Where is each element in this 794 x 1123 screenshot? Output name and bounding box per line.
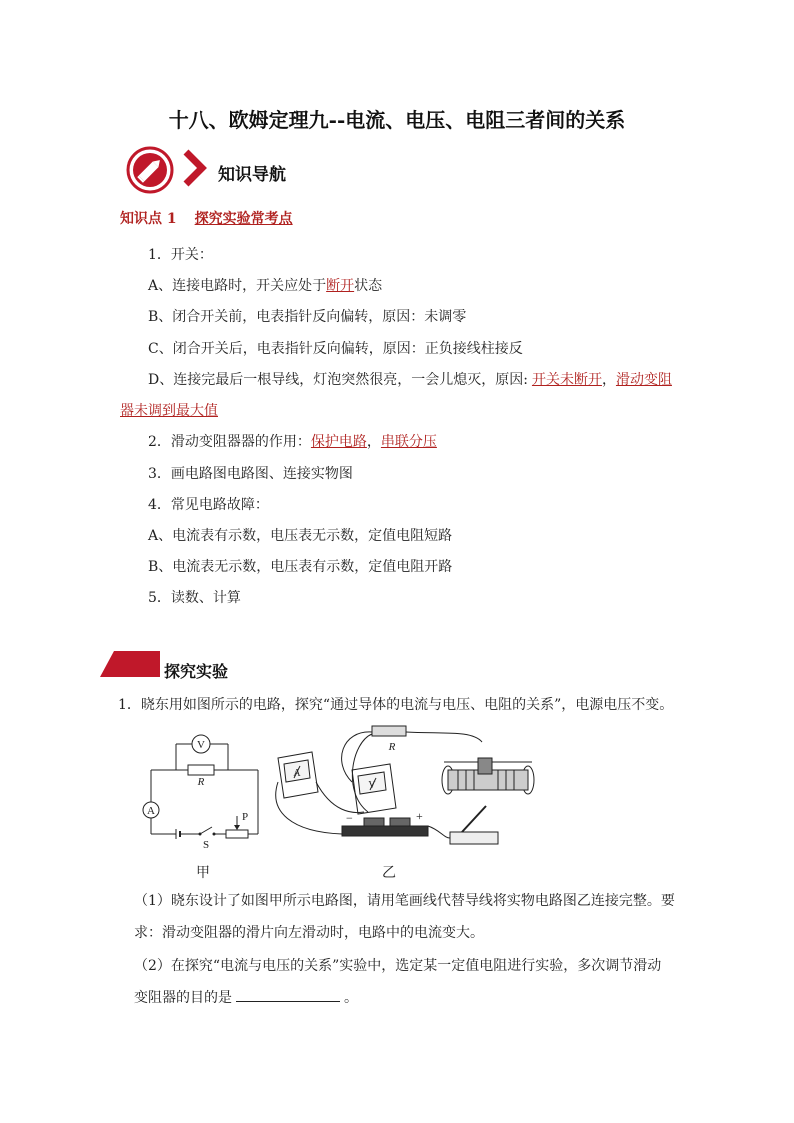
item-1d-text: D、连接完最后一根导线，灯泡突然很亮，一会儿熄灭，原因: [148,372,528,388]
answer-text: 串联分压 [380,434,437,450]
resistor-label: R [197,776,205,788]
section-heading-nav: 知识导航 [218,165,286,185]
answer-text: 断开 [326,278,355,294]
item-5: 5．读数、计算 [148,590,241,606]
answer-text: 滑动变阻 [615,372,672,388]
voltmeter-label: V [368,780,376,791]
item-4a: A、电流表有示数，电压表无示数，定值电阻短路 [148,528,453,544]
subquestion-2: （2）在探究“电流与电压的关系”实验中，选定某一定值电阻进行实验，多次调节滑动 [134,958,662,974]
circuit-diagram [136,728,266,848]
battery-minus-label: − [346,811,353,825]
slider-label: P [242,811,249,823]
item-2 [148,431,437,451]
subquestion-2-text: 变阻器的目的是 [134,990,232,1006]
voltmeter-label: V [197,739,205,751]
separator: ， [601,372,616,388]
knowledge-point-heading [120,208,293,228]
item-1d [148,369,672,389]
item-4b: B、电流表无示数，电压表有示数，定值电阻开路 [148,559,453,575]
answer-text: 器未调到最大值 [120,403,218,419]
item-1c: C、闭合开关后，电表指针反向偏转，原因：正负接线柱接反 [148,341,523,357]
subquestion-1: （1）晓东设计了如图甲所示电路图，请用笔画线代替导线将实物电路图乙连接完整。要 [134,893,675,909]
sentence-end: 。 [344,990,358,1006]
item-1d-cont [120,400,218,420]
rheostat-picture [438,752,538,802]
page-title: 十八、欧姆定理九--电流、电压、电阻三者间的关系 [168,108,626,132]
subquestion-1-cont: 求：滑动变阻器的滑片向左滑动时，电路中的电流变大。 [134,925,484,941]
answer-text: 开关未断开 [531,372,602,388]
figure-b-caption: 乙 [382,865,396,881]
item-4: 4．常见电路故障： [148,497,269,513]
section-heading-experiment: 探究实验 [164,662,229,681]
resistor-label: R [388,741,396,753]
item-1a [148,275,382,295]
answer-text: 保护电路 [310,434,367,450]
section-banner-icon [100,651,160,677]
switch-label: S [202,839,210,848]
chevron-right-icon [180,148,208,188]
ammeter-label: A [293,768,301,779]
question-stem: 1．晓东用如图所示的电路，探究“通过导体的电流与电压、电阻的关系”，电源电压不变。 [118,697,674,713]
answer-blank[interactable] [236,987,340,1002]
item-1a-end: 状态 [354,278,383,294]
ammeter-label: A [147,805,155,817]
knowledge-point-topic: 探究实验常考点 [194,211,293,227]
item-1a-text: A、连接电路时，开关应处于 [148,278,327,294]
item-1b: B、闭合开关前，电表指针反向偏转，原因：未调零 [148,309,467,325]
figure-a-caption: 甲 [196,865,210,881]
separator: ， [366,434,381,450]
subquestion-2-cont [134,987,358,1007]
item-1: 1．开关： [148,247,213,263]
battery-plus-label: + [416,809,423,823]
pencil-icon [126,146,174,194]
item-2-text: 2．滑动变阻器器的作用： [148,434,311,450]
item-3: 3．画电路图电路图、连接实物图 [148,466,353,482]
knowledge-point-number: 知识点 1 [120,211,177,227]
